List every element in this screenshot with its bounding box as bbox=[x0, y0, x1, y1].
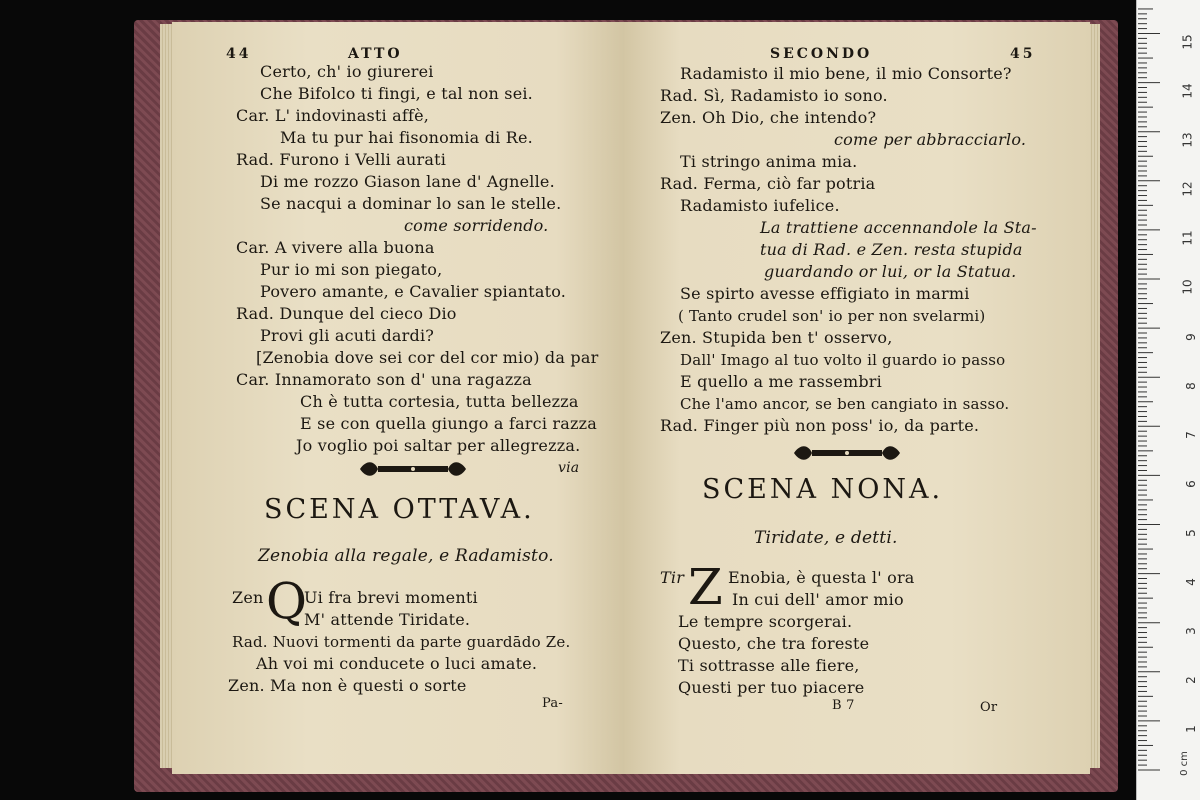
ornament-icon bbox=[792, 444, 902, 462]
text-line: Jo voglio poi saltar per allegrezza. bbox=[296, 436, 581, 455]
ruler-number: 6 bbox=[1184, 480, 1199, 488]
left-page bbox=[172, 22, 624, 774]
text-line: M' attende Tiridate. bbox=[304, 610, 471, 629]
text-line: Ah voi mi conducete o luci amate. bbox=[256, 654, 538, 673]
ruler-number: 2 bbox=[1184, 676, 1199, 684]
right-page bbox=[624, 22, 1090, 774]
text-line: Di me rozzo Giason lane d' Agnelle. bbox=[260, 172, 555, 191]
stage-direction: via bbox=[558, 460, 580, 476]
text-line: Rad. Finger più non poss' io, da parte. bbox=[660, 416, 980, 435]
text-line: Ti sottrasse alle fiere, bbox=[678, 656, 860, 675]
right-page-number: 45 bbox=[1010, 46, 1036, 62]
ruler-number: 15 bbox=[1180, 34, 1195, 50]
ruler-number: 12 bbox=[1180, 181, 1195, 197]
ruler-number: 7 bbox=[1184, 431, 1199, 439]
stage-direction: tua di Rad. e Zen. resta stupida bbox=[760, 240, 1023, 259]
text-line: Certo, ch' io giurerei bbox=[260, 62, 434, 81]
ruler-number: 9 bbox=[1184, 333, 1199, 341]
scene-title: SCENA NONA. bbox=[702, 474, 944, 505]
scene-title: SCENA OTTAVA. bbox=[264, 494, 535, 525]
stage-direction: come sorridendo. bbox=[404, 216, 549, 235]
text-line: Ti stringo anima mia. bbox=[680, 152, 858, 171]
ruler-number: 5 bbox=[1184, 529, 1199, 537]
ruler-number: 3 bbox=[1184, 627, 1199, 635]
text-line: Rad. Sì, Radamisto io sono. bbox=[660, 86, 888, 105]
signature-mark: B 7 bbox=[832, 698, 855, 713]
ruler-unit-label: 0 cm bbox=[1179, 751, 1191, 776]
text-line: Ma tu pur hai fisonomia di Re. bbox=[280, 128, 533, 147]
text-line: Le tempre scorgerai. bbox=[678, 612, 853, 631]
text-line: Zen. Ma non è questi o sorte bbox=[228, 676, 467, 695]
text-line: Che Bifolco ti fingi, e tal non sei. bbox=[260, 84, 533, 103]
text-line: Rad. Furono i Velli aurati bbox=[236, 150, 447, 169]
text-line: Radamisto iufelice. bbox=[680, 196, 840, 215]
ruler-number: 11 bbox=[1180, 230, 1195, 246]
speaker-label: Zen bbox=[232, 588, 264, 607]
text-line: Car. A vivere alla buona bbox=[236, 238, 435, 257]
measuring-ruler bbox=[1136, 0, 1200, 800]
text-line: Povero amante, e Cavalier spiantato. bbox=[260, 282, 567, 301]
stage-direction: guardando or lui, or la Statua. bbox=[764, 262, 1017, 281]
text-line: Questo, che tra foreste bbox=[678, 634, 870, 653]
text-line: Dall' Imago al tuo volto il guardo io passo bbox=[680, 351, 1006, 369]
stage-direction: La trattiene accennandole la Sta- bbox=[760, 218, 1037, 237]
text-line: Provi gli acuti dardi? bbox=[260, 326, 435, 345]
drop-cap: Z bbox=[688, 558, 723, 616]
text-line: Che l'amo ancor, se ben cangiato in sasso. bbox=[680, 395, 1010, 413]
text-line: Se nacqui a dominar lo san le stelle. bbox=[260, 194, 562, 213]
ruler-number: 1 bbox=[1184, 725, 1199, 733]
text-line: Zen. Stupida ben t' osservo, bbox=[660, 328, 893, 347]
drop-cap: Q bbox=[266, 572, 307, 630]
scene-subtitle: Zenobia alla regale, e Radamisto. bbox=[258, 546, 554, 566]
text-line: Rad. Ferma, ciò far potria bbox=[660, 174, 876, 193]
text-line: In cui dell' amor mio bbox=[732, 590, 904, 609]
catchword: Pa- bbox=[542, 696, 563, 711]
text-line: [Zenobia dove sei cor del cor mio) da par bbox=[256, 348, 599, 367]
text-line: Car. Innamorato son d' una ragazza bbox=[236, 370, 532, 389]
text-line: Pur io mi son piegato, bbox=[260, 260, 443, 279]
stage-direction: come per abbracciarlo. bbox=[834, 130, 1027, 149]
catchword: Or bbox=[980, 700, 998, 715]
speaker-label: Tir bbox=[660, 568, 685, 587]
ruler-number: 14 bbox=[1180, 83, 1195, 99]
right-running-head: SECONDO bbox=[770, 46, 873, 62]
text-line: Radamisto il mio bene, il mio Consorte? bbox=[680, 64, 1012, 83]
text-line: ( Tanto crudel son' io per non svelarmi) bbox=[678, 307, 986, 325]
scene-subtitle: Tiridate, e detti. bbox=[754, 528, 898, 548]
ruler-number: 4 bbox=[1184, 578, 1199, 586]
text-line: Rad. Dunque del cieco Dio bbox=[236, 304, 457, 323]
text-line: Car. L' indovinasti affè, bbox=[236, 106, 430, 125]
ruler-number: 13 bbox=[1180, 132, 1195, 148]
text-line: E quello a me rassembri bbox=[680, 372, 882, 391]
text-line: Ui fra brevi momenti bbox=[304, 588, 478, 607]
text-line: E se con quella giungo a farci razza bbox=[300, 414, 598, 433]
ruler-number: 8 bbox=[1184, 382, 1199, 390]
text-line: Questi per tuo piacere bbox=[678, 678, 865, 697]
text-line: Se spirto avesse effigiato in marmi bbox=[680, 284, 970, 303]
left-page-number: 44 bbox=[226, 46, 252, 62]
text-line: Ch è tutta cortesia, tutta bellezza bbox=[300, 392, 579, 411]
ruler-number: 10 bbox=[1180, 279, 1195, 295]
left-running-head: ATTO bbox=[348, 46, 403, 62]
ornament-icon bbox=[358, 460, 468, 478]
text-line: Zen. Oh Dio, che intendo? bbox=[660, 108, 877, 127]
text-line: Enobia, è questa l' ora bbox=[728, 568, 915, 587]
text-line: Rad. Nuovi tormenti da parte guardādo Ze. bbox=[232, 633, 571, 651]
